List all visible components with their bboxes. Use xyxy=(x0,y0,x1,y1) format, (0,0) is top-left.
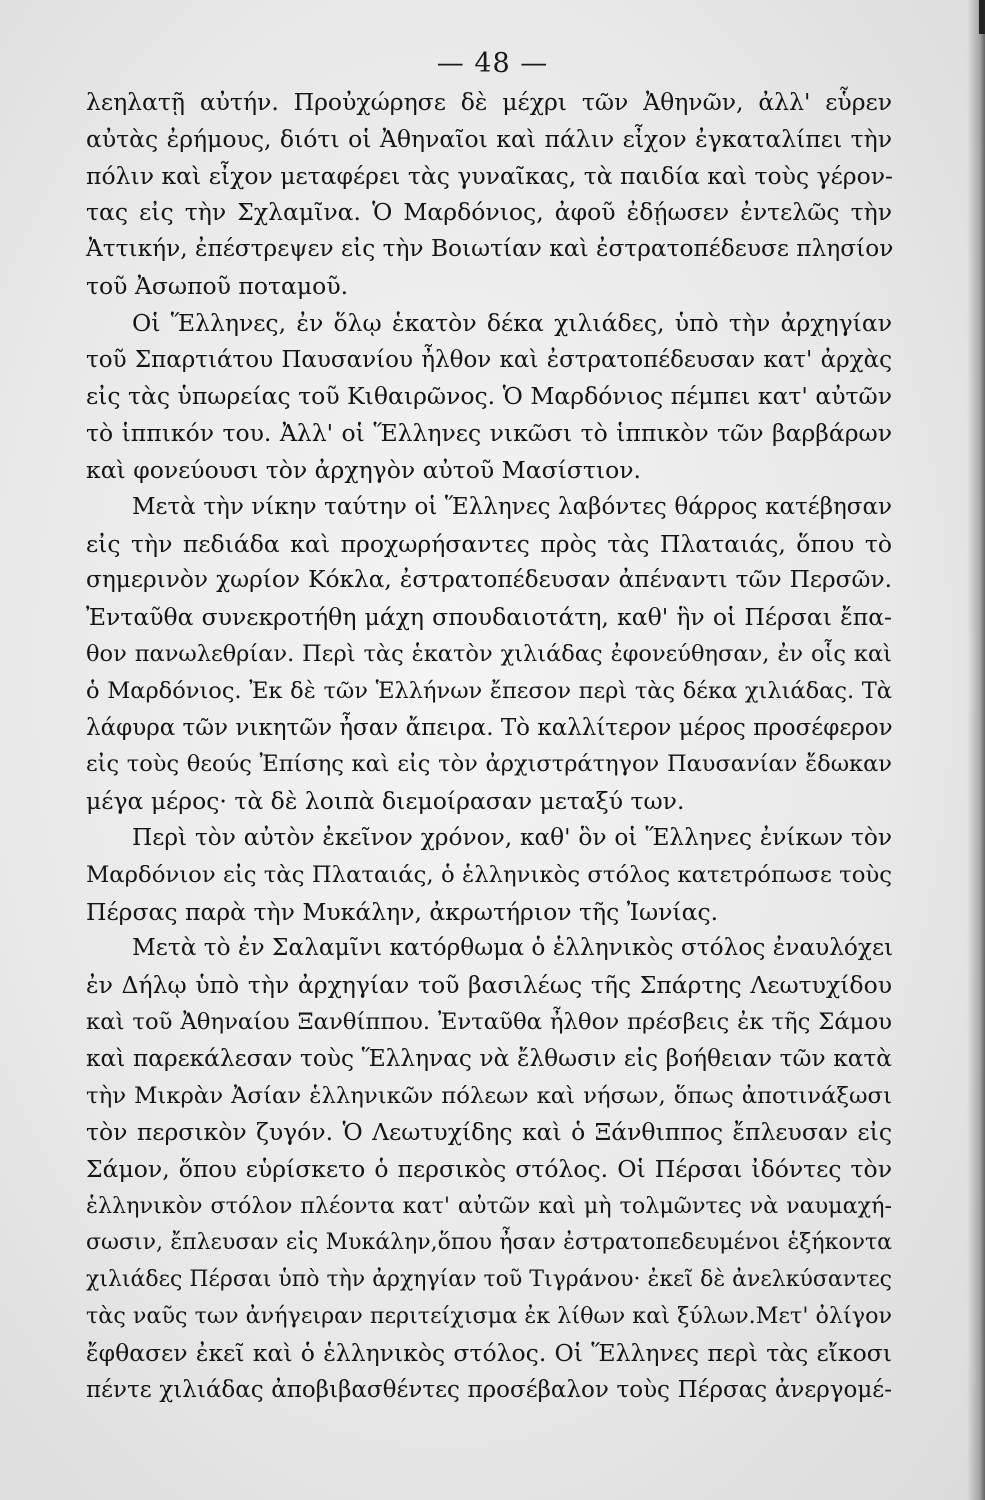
text-line: τὰς ναῦς των ἀνήγειραν περιτείχισμα ἐκ λίθων καὶ ξύλων.Μετ' ὀλίγον xyxy=(86,1303,892,1330)
text-line: λεηλατῇ αὐτήν. Προὐχώρησε δὲ μέχρι τῶν Ἀθηνῶν, ἀλλ' εὗρεν xyxy=(86,88,892,116)
text-line: πέντε χιλιάδας ἀποβιβασθέντες προσέβαλον τοὺς Πέρσας ἀνεργομέ- xyxy=(86,1376,892,1403)
text-line: ἔφθασεν ἐκεῖ καὶ ὁ ἑλληνικὸς στόλος. Οἱ Ἕλληνες περὶ τὰς εἴκοσι xyxy=(86,1339,892,1368)
text-line: εἰς τοὺς θεούς Ἐπίσης καὶ εἰς τὸν ἀρχιστράτηγον Παυσανίαν ἔδωκαν xyxy=(86,751,892,778)
text-line: πόλιν καὶ εἶχον μεταφέρει τὰς γυναῖκας, τὰ παιδία καὶ τοὺς γέρον- xyxy=(86,161,893,190)
text-line: εἰς τὴν πεδιάδα καὶ προχωρήσαντες πρὸς τὰς Πλαταιάς, ὅπου τὸ xyxy=(86,529,892,558)
text-line: θον πανωλεθρίαν. Περὶ τὰς ἑκατὸν χιλιάδας ἐφονεύθησαν, ἐν οἷς καὶ xyxy=(86,640,892,667)
text-line: σημερινὸν χωρίον Κόκλα, ἐστρατοπέδευσαν ἀπέναντι τῶν Περσῶν. xyxy=(86,566,892,594)
text-line: τὸ ἱππικόν του. Ἀλλ' οἱ Ἕλληνες νικῶσι τὸ ἱππικὸν τῶν βαρβάρων xyxy=(86,419,892,448)
text-line: αὐτὰς ἐρήμους, διότι οἱ Ἀθηναῖοι καὶ πάλιν εἶχον ἐγκαταλίπει τὴν xyxy=(86,124,892,153)
text-line: Πέρσας παρὰ τὴν Μυκάλην, ἀκρωτήριον τῆς Ἰωνίας. xyxy=(86,897,719,926)
text-line: Μετὰ τὴν νίκην ταύτην οἱ Ἕλληνες λαβόντες θάρρος κατέβησαν xyxy=(132,493,892,520)
text-line: καὶ φονεύουσι τὸν ἀρχηγὸν αὐτοῦ Μασίστιον. xyxy=(86,455,642,484)
page-number: — 48 — xyxy=(436,48,549,79)
text-line: τοῦ Ἀσωποῦ ποταμοῦ. xyxy=(86,271,349,300)
text-line: εἰς τὰς ὑπωρείας τοῦ Κιθαιρῶνος. Ὁ Μαρδόνιος πέμπει κατ' αὐτῶν xyxy=(86,382,892,411)
text-line: τὸν περσικὸν ζυγόν. Ὁ Λεωτυχίδης καὶ ὁ Ξάνθιππος ἔπλευσαν εἰς xyxy=(86,1118,892,1147)
text-line: καὶ τοῦ Ἀθηναίου Ξανθίππου. Ἐνταῦθα ἦλθον πρέσβεις ἐκ τῆς Σάμου xyxy=(86,1008,892,1035)
text-line: ὁ Μαρδόνιος. Ἐκ δὲ τῶν Ἑλλήνων ἔπεσον περὶ τὰς δέκα χιλιάδας. Τὰ xyxy=(86,677,892,704)
text-line: Μαρδόνιον εἰς τὰς Πλαταιάς, ὁ ἑλληνικὸς στόλος κατετρόπωσε τοὺς xyxy=(86,861,892,888)
text-line: καὶ παρεκάλεσαν τοὺς Ἕλληνας νὰ ἔλθωσιν εἰς βοήθειαν τῶν κατὰ xyxy=(86,1044,892,1072)
text-line: τοῦ Σπαρτιάτου Παυσανίου ἦλθον καὶ ἐστρατοπέδευσαν κατ' ἀρχὰς xyxy=(86,346,892,373)
text-line: ἐν Δήλῳ ὑπὸ τὴν ἀρχηγίαν τοῦ βασιλέως τῆς Σπάρτης Λεωτυχίδου xyxy=(86,971,892,1000)
text-line: λάφυρα τῶν νικητῶν ἦσαν ἄπειρα. Τὸ καλλίτερον μέρος προσέφερον xyxy=(86,714,893,741)
text-line: Οἱ Ἕλληνες, ἐν ὅλῳ ἑκατὸν δέκα χιλιάδες, ὑπὸ τὴν ἀρχηγίαν xyxy=(132,308,892,337)
text-line: Σάμον, ὅπου εὑρίσκετο ὁ περσικὸς στόλος. Οἱ Πέρσαι ἰδόντες τὸν xyxy=(86,1155,892,1184)
text-line: σωσιν, ἔπλευσαν εἰς Μυκάλην,ὅπου ἦσαν ἐστρατοπεδευμένοι ἑξήκοντα xyxy=(86,1229,892,1255)
spine-mark xyxy=(979,0,985,34)
text-line: ἑλληνικὸν στόλον πλέοντα κατ' αὐτῶν καὶ μὴ τολμῶντες νὰ ναυμαχή- xyxy=(86,1192,892,1219)
text-line: χιλιάδες Πέρσαι ὑπὸ τὴν ἀρχηγίαν τοῦ Τιγράνου· ἐκεῖ δὲ ἀνελκύσαντες xyxy=(86,1266,892,1292)
page-edge-shadow xyxy=(967,0,985,1500)
text-line: Μετὰ τὸ ἐν Σαλαμῖνι κατόρθωμα ὁ ἑλληνικὸς στόλος ἐναυλόχει xyxy=(132,934,894,962)
text-line: Ἀττικήν, ἐπέστρεψεν εἰς τὴν Βοιωτίαν καὶ ἐστρατοπέδευσε πλησίον xyxy=(86,235,894,263)
text-line: τας εἰς τὴν Σχλαμῖνα. Ὁ Μαρδόνιος, ἀφοῦ ἐδῄωσεν ἐντελῶς τὴν xyxy=(86,198,892,227)
text-line: Περὶ τὸν αὐτὸν ἐκεῖνον χρόνον, καθ' ὃν οἱ Ἕλληνες ἐνίκων τὸν xyxy=(132,823,892,851)
text-line: Ἐνταῦθα συνεκροτήθη μάχη σπουδαιοτάτη, καθ' ἣν οἱ Πέρσαι ἔπα- xyxy=(86,603,892,632)
text-line: τὴν Μικρὰν Ἀσίαν ἑλληνικῶν πόλεων καὶ νήσων, ὅπως ἀποτινάξωσι xyxy=(86,1082,892,1109)
text-line: μέγα μέρος· τὰ δὲ λοιπὰ διεμοίρασαν μεταξύ των. xyxy=(86,787,685,816)
body-text xyxy=(86,84,892,1409)
